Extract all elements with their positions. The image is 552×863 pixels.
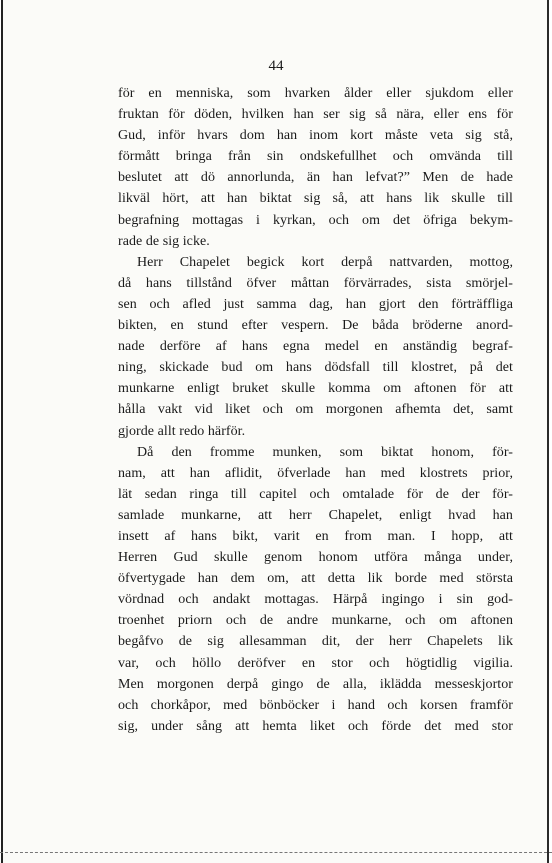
text-line: lät sedan ringa till capitel och omtalade för de der för- [118,486,513,502]
text-line: munkarne enligt bruket skulle komma om aftonen för att [118,381,513,397]
text-line: nam, att han aflidit, öfverlade han med klostrets prior, [118,465,513,481]
text-line: nade derföre af hans egna medel en anständig begraf- [118,339,513,355]
text-line: Herren Gud skulle genom honom utföra många under, [118,550,513,566]
body-text [118,83,513,737]
text-line: vördnad och andakt mottagas. Härpå ingingo i sin god- [118,592,513,608]
text-line: Herr Chapelet begick kort derpå nattvarden, mottog, [137,254,513,270]
text-line: insett af hans bikt, varit en from man. I hopp, att [118,528,513,544]
text-line: beslutet att dö annorlunda, än han lefvat?” Men de hade [118,170,513,186]
text-line: Då den fromme munken, som biktat honom, för- [137,444,513,460]
text-line: öfvertygade han dem om, att detta lik borde med största [118,571,513,587]
text-line: var, och höllo deröfver en stor och högtidlig vigilia. [118,655,513,671]
page-number: 44 [268,58,284,74]
page-bottom-edge [0,852,552,854]
text-line: då hans tillstånd öfver måttan förvärrades, sista smörjel- [118,275,513,291]
text-line: rade de sig icke. [118,233,210,249]
text-line: ning, skickade bud om hans dödsfall till klostret, på det [118,360,513,376]
text-line: samlade munkarne, att herr Chapelet, enligt hvad han [118,507,513,523]
page-left-edge [1,0,3,863]
text-line: Gud, inför hvars dom han inom kort måste veta sig stå, [118,128,513,144]
text-line: likväl hört, att han biktat sig så, att hans lik skulle till [118,191,513,207]
text-line: och chorkåpor, med bönböcker i hand och korsen framför [118,697,513,713]
text-line: gjorde allt redo härför. [118,423,246,439]
text-line: sen och afled just samma dag, han gjort den förträffliga [118,296,513,312]
text-line: begrafning mottagas i kyrkan, och om det öfriga bekym- [118,212,513,228]
text-line: bikten, en stund efter vespern. De båda bröderne anord- [118,318,513,334]
text-line: hålla vakt vid liket och om morgonen afhemta det, samt [118,402,513,418]
text-line: sig, under sång att hemta liket och förde det med stor [118,718,513,734]
text-line: för en menniska, som hvarken ålder eller sjukdom eller [118,86,513,101]
text-line: förmått bringa från sin ondskefullhet och omvända till [118,149,513,165]
text-line: troenhet priorn och de andre munkarne, och om aftonen [118,613,513,629]
text-line: fruktan för döden, hvilken han ser sig så nära, eller ens för [118,107,513,123]
text-line: begåfvo de sig allesamman dit, der herr Chapelets lik [118,634,513,650]
text-line: Men morgonen derpå gingo de alla, iklädda messeskjortor [118,676,513,692]
page-right-edge [547,0,549,863]
